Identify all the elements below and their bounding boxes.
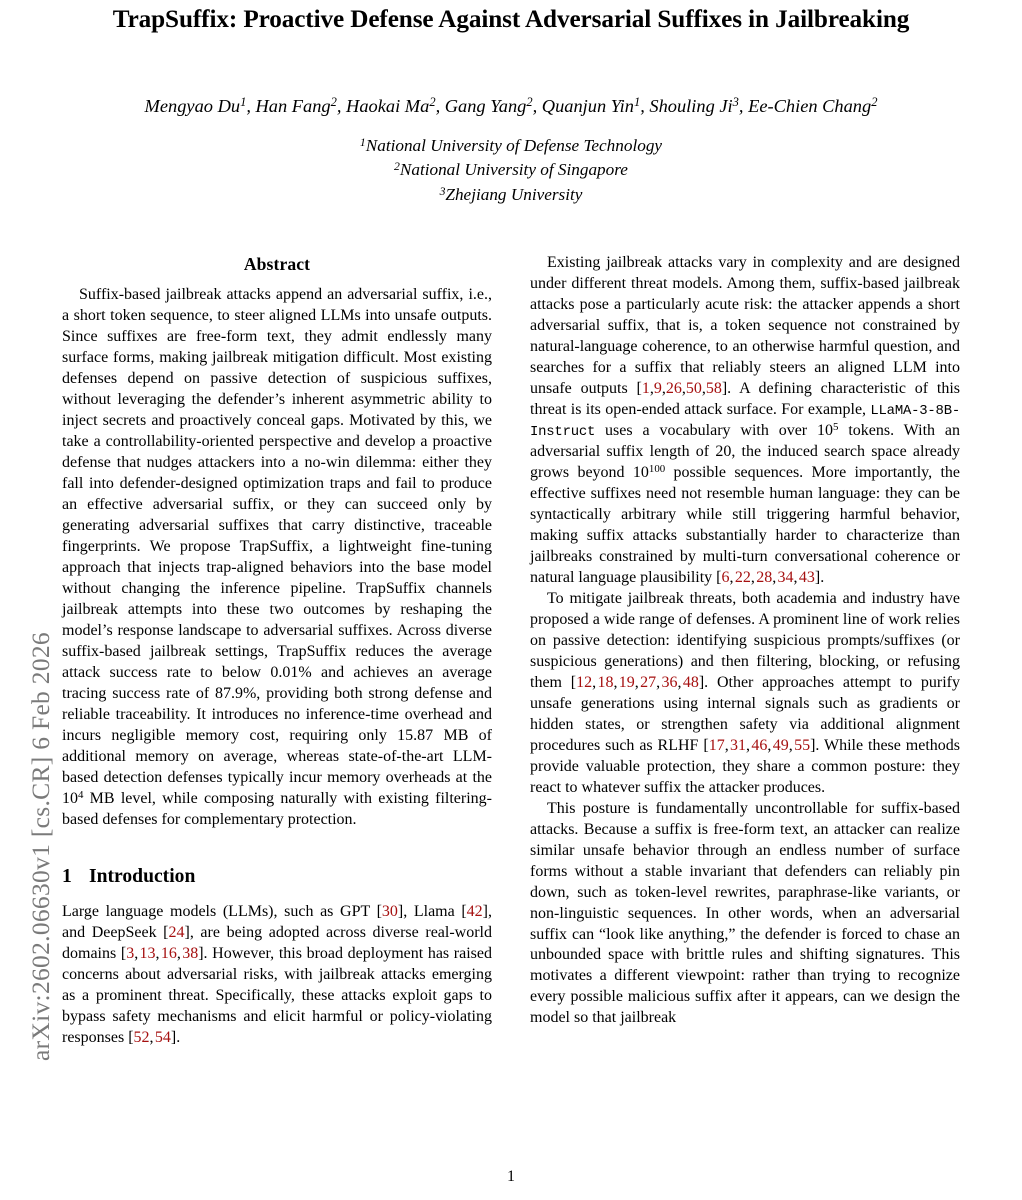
affiliation-item <box>62 134 960 158</box>
affiliation-marker: 3 <box>439 184 446 198</box>
author-list: Mengyao Du$^1$, Han Fang$^2$, Haokai Ma$^2$, Gang Yang$^2$, Quanjun Yin$^1$, Shouling Ji$^3$, Ee-Chien Chang$^2$ <box>144 94 878 116</box>
arxiv-identifier-stamp: arXiv:2602.06630v1 [cs.CR] 6 Feb 2026 <box>26 632 55 1061</box>
left-column <box>62 253 492 1049</box>
section-title: Introduction <box>89 865 196 887</box>
paper-header <box>62 0 960 207</box>
section-heading-introduction <box>62 864 492 890</box>
affiliation-name: Zhejiang University <box>445 184 583 204</box>
body-paragraph: Existing jailbreak attacks vary in complexity and are designed under different threat models. Among them, suffix-based jailbreak attacks pose a particularly acute risk: the attacker appends a short adversarial suffix, that is, a token sequence not constrained by natural-language coherence, to an otherwise harmful question, and searches for a suffix that reliably steers an aligned LLM into unsafe outputs [1,9,26,50,58]. A defining characteristic of this threat is its open-ended attack surface. For example, LLaMA-3-8B-Instruct uses a vocabulary with over $10^5$ tokens. With an adversarial suffix length of 20, the induced search space already grows beyond $10^{100}$ possible sequences. More importantly, the effective suffixes need not resemble human language: they can be syntactically arbitrary while still triggering harmful behavior, making suffix attacks substantially harder to characterize than jailbreaks constrained by multi-turn conversational coherence or natural language plausibility [6, 22, 28, 34, 43]. <box>530 254 961 586</box>
affiliation-item <box>62 158 960 182</box>
abstract-text: Suffix-based jailbreak attacks append an adversarial suffix, i.e., a short token sequence, to steer aligned LLMs into unsafe outputs. Since suffixes are free-form text, they admit endlessly many surface forms, making jailbreak mitigation difficult. Most existing defenses depend on passive detection of suspicious suffixes, without leveraging the defender’s inherent asymmetric ability to inject secrets and proactively conceal gaps. Motivated by this, we take a controllability-oriented perspective and develop a proactive defense that nudges attackers into a no-win dilemma: either they fall into defender-designed optimization traps and fail to produce an effective adversarial suffix, or they can succeed only by generating adversarial suffixes that carry distinctive, traceable fingerprints. We propose TrapSuffix, a lightweight fine-tuning approach that injects trap-aligned behaviors into the base model without changing the inference pipeline. TrapSuffix channels jailbreak attempts into these two outcomes by reshaping the model’s response landscape to adversarial suffixes. Across diverse suffix-based jailbreak settings, TrapSuffix reduces the average attack success rate to below 0.01% and achieves an average tracing success rate of 87.9%, providing both strong defense and reliable traceability. It introduces no inference-time overhead and incurs negligible memory cost, requiring only 15.87 MB of additional memory on average, whereas state-of-the-art LLM-based detection defenses typically incur memory overheads at the $10^4$ MB level, while composing naturally with existing filtering-based defenses for complementary protection. <box>62 286 492 828</box>
section-number: 1 <box>62 865 72 887</box>
abstract-heading: Abstract <box>243 254 311 274</box>
body-paragraph: This posture is fundamentally uncontrollable for suffix-based attacks. Because a suffix is free-form text, an attacker can realize similar unsafe behavior through an endless number of surface forms without a stable invariant that defenders can reliably pin down, such as token-level rewrites, paraphrase-like variants, or non-linguistic sequences. In other words, when an adversarial suffix can “look like anything,” the defender is forced to chase an unbounded space with brittle rules and shifting signatures. This motivates a different viewpoint: rather than trying to recognize every possible malicious suffix after it appears, can we design the model so that jailbreak <box>530 799 960 1027</box>
affiliation-item <box>62 183 960 207</box>
affiliation-list <box>62 134 960 207</box>
intro-paragraph: Large language models (LLMs), such as GPT [30], Llama [42], and DeepSeek [24], are being adopted across diverse real-world domains [3, 13, 16, 38]. However, this broad deployment has raised concerns about adversarial risks, with jailbreak attacks emerging as a prominent threat. Specifically, these attacks exploit gaps to bypass safety mechanisms and elicit harmful or policy-violating responses [52, 54]. <box>62 903 492 1047</box>
affiliation-name: National University of Defense Technology <box>365 135 663 155</box>
affiliation-marker: 1 <box>359 136 366 150</box>
page-title: TrapSuffix: Proactive Defense Against Adversarial Suffixes in Jailbreaking <box>112 6 910 33</box>
body-paragraph: To mitigate jailbreak threats, both academia and industry have proposed a wide range of defenses. A prominent line of work relies on passive detection: identifying suspicious prompts/suffixes (or suspicious generations) and then filtering, blocking, or refusing them [12, 18, 19, 27, 36, 48]. Other approaches attempt to purify unsafe generations using internal signals such as gradients or hidden states, or strengthen safety via additional alignment procedures such as RLHF [17, 31, 46, 49, 55]. While these methods provide valuable protection, they share a common posture: they react to whatever suffix the attacker produces. <box>530 589 960 796</box>
body-columns <box>62 253 960 1049</box>
right-column <box>530 253 960 1049</box>
affiliation-name: National University of Singapore <box>399 160 628 180</box>
page-number: 1 <box>507 1168 515 1185</box>
affiliation-marker: 2 <box>394 160 400 174</box>
